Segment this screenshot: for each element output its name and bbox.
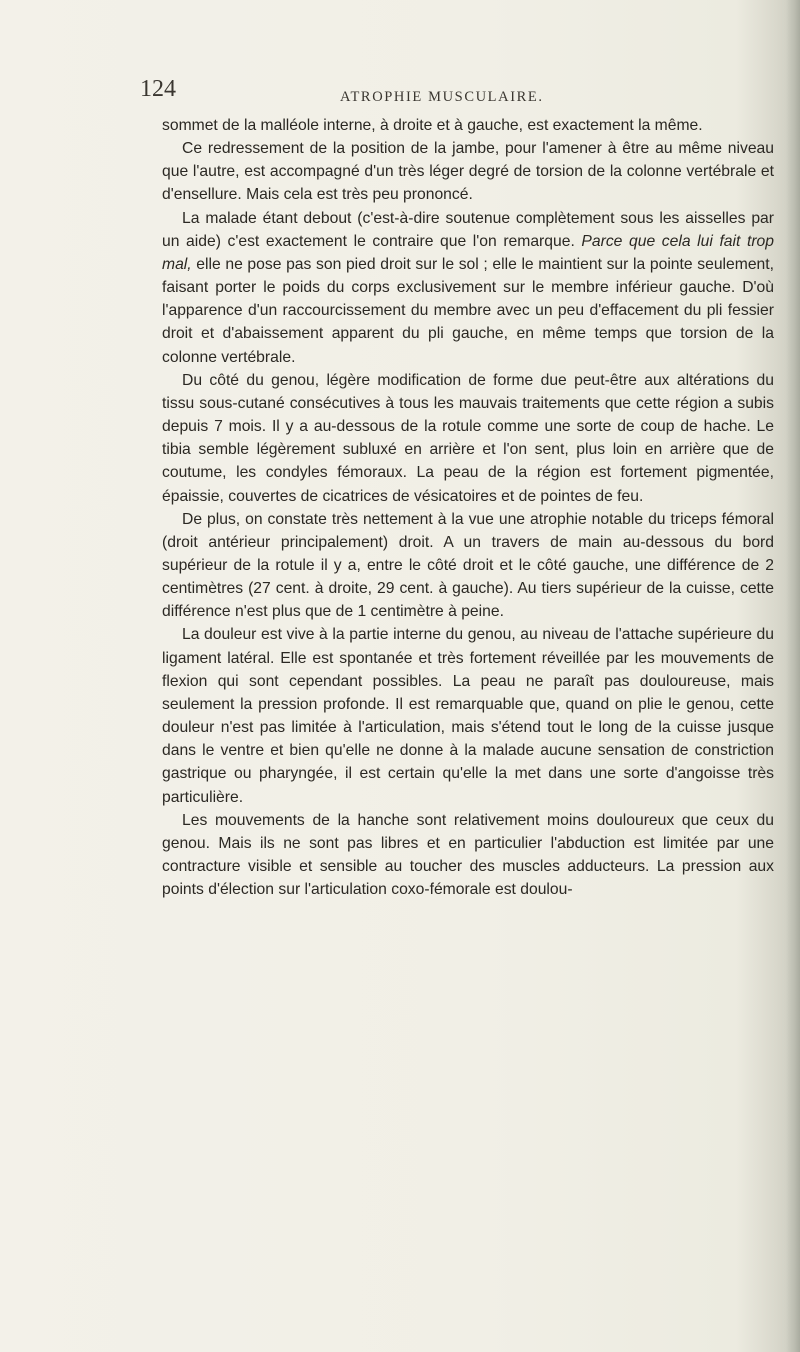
- paragraph: Du côté du genou, légère modification de forme due peut-être aux altérations du tissu sous-cutané consécutives à tous les mauvais traitements que cette région a subis depuis 7 mois. Il y a au-dessous de la rotule comme une sorte de coup de hache. Le tibia semble légèrement subluxé en arrière et l'on sent, plus loin en arrière que de coutume, les condyles fémoraux. La peau de la région est fortement pigmentée, épaissie, couvertes de cicatrices de vésicatoires et de pointes de feu.: [162, 371, 774, 505]
- paragraph: La douleur est vive à la partie interne du genou, au niveau de l'attache supérieure du ligament latéral. Elle est spontanée et très fortement réveillée par les mouvements de flexion qui sont cependant possibles. La peau ne paraît pas douloureuse, mais seulement la pression profonde. Il est remarquable que, quand on plie le genou, cette douleur n'est pas limitée à l'articulation, mais s'étend tout le long de la cuisse jusque dans le ventre et bien qu'elle ne donne à la malade aucune sensation de constriction gastrique ou pharyngée, il est certain qu'elle la met dans une sorte d'angoisse très particulière.: [162, 626, 774, 806]
- paragraph: Les mouvements de la hanche sont relativement moins douloureux que ceux du genou. Mais ils ne sont pas libres et en particulier l'abduction est limitée par une contracture visible et sensible au toucher des muscles adducteurs. La pression aux points d'élection sur l'articulation coxo-fémorale est doulou-: [162, 811, 774, 899]
- body-text: [162, 114, 774, 901]
- paragraph-text: La malade étant debout (c'est-à-dire soutenue complètement sous les aisselles par un aide) c'est exactement le contraire que l'on remarque.: [162, 209, 774, 250]
- page-header: [140, 76, 780, 110]
- paragraph: [162, 207, 774, 369]
- paragraph-continued: sommet de la malléole interne, à droite et à gauche, est exactement la même.: [162, 117, 703, 134]
- paragraph: Ce redressement de la position de la jambe, pour l'amener à être au même niveau que l'autre, est accompagné d'un très léger degré de torsion de la colonne vertébrale et d'ensellure. Mais cela est très peu prononcé.: [162, 140, 774, 204]
- page-number: 124: [140, 76, 176, 102]
- italic-quote: Parce que cela lui fait trop mal,: [162, 232, 774, 273]
- page-edge-shadow: [786, 0, 800, 1352]
- paragraph-text: elle ne pose pas son pied droit sur le sol ; elle le maintient sur la pointe seulement, faisant porter le poids du corps exclusivement sur le membre inférieur gauche. D'où l'apparence d'un raccourcissement du membre avec un peu d'effacement du pli fessier droit et d'abaissement apparent du pli gauche, en même temps que torsion de la colonne vertébrale.: [162, 255, 774, 366]
- running-title: ATROPHIE MUSCULAIRE.: [340, 89, 544, 105]
- paragraph: De plus, on constate très nettement à la vue une atrophie notable du triceps fémoral (droit antérieur principalement) droit. A un travers de main au-dessous du bord supérieur de la rotule il y a, entre le côté droit et le côté gauche, une différence de 2 centimètres (27 cent. à droite, 29 cent. à gauche). Au tiers supérieur de la cuisse, cette différence n'est plus que de 1 centimètre à peine.: [162, 510, 774, 621]
